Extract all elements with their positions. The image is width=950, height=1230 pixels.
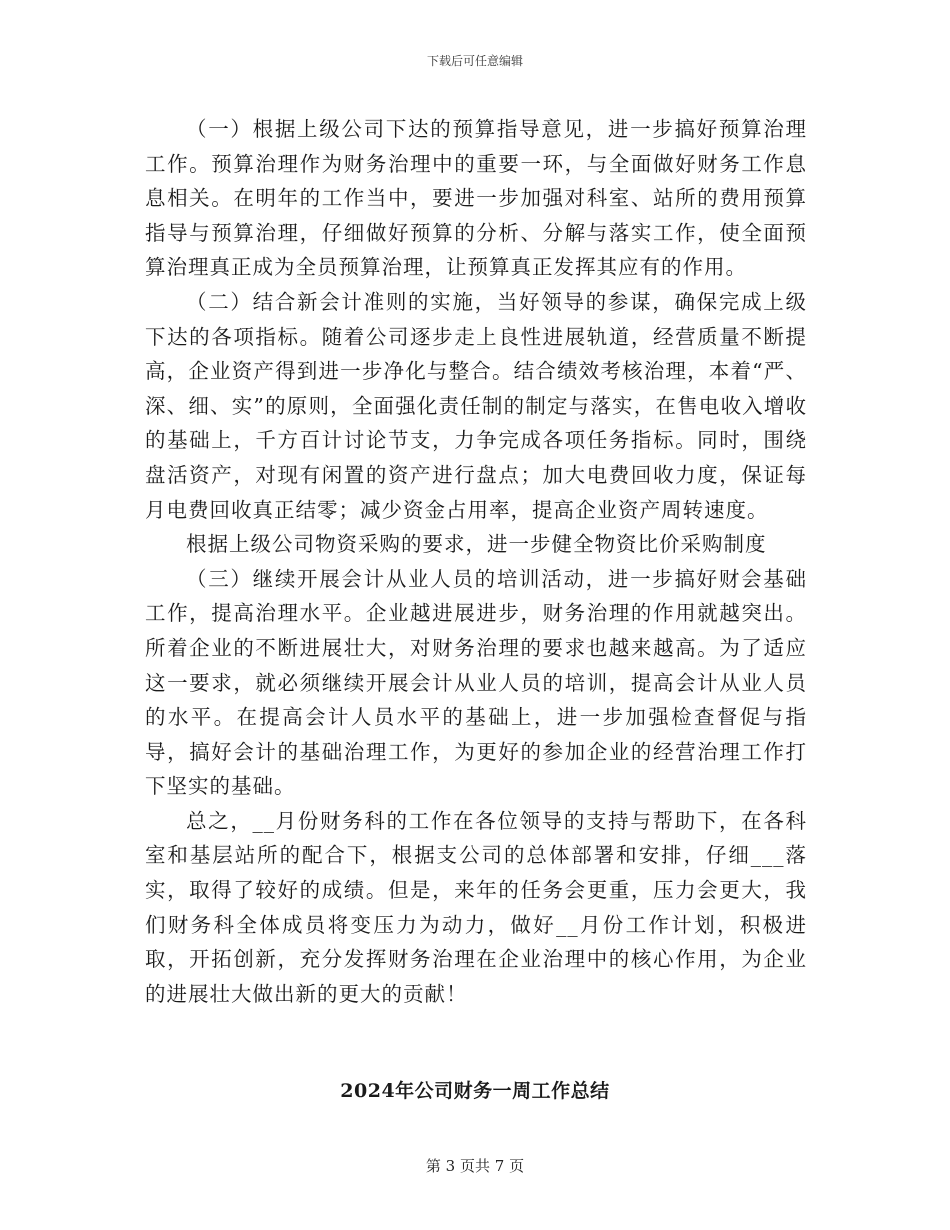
paragraph-summary: 总之，__月份财务科的工作在各位领导的支持与帮助下，在各科室和基层站所的配合下，根据支公司的总体部署和安排，仔细___落实，取得了较好的成绩。但是，来年的任务会更重，压力会更大，我们财务科全体成员将变压力为动力，做好__月份工作计划，积极进取，开拓创新，充分发挥财务治理在企业治理中的核心作用，为企业的进展壮大做出新的更大的贡献！	[145, 808, 807, 1006]
section-title: 2024年公司财务一周工作总结	[340, 1080, 610, 1102]
document-body	[145, 112, 807, 1011]
paragraph-procurement: 根据上级公司物资采购的要求，进一步健全物资比价采购制度	[186, 532, 767, 557]
paragraph-accounting-standards: （二）结合新会计准则的实施，当好领导的参谋，确保完成上级下达的各项指标。随着公司逐步走上良性进展轨道，经营质量不断提高，企业资产得到进一步净化与整合。结合绩效考核治理，本着“严、深、细、实”的原则，全面强化责任制的制定与落实，在售电收入增收的基础上，千方百计讨论节支，力争完成各项任务指标。同时，围绕盘活资产，对现有闲置的资产进行盘点；加大电费回收力度，保证每月电费回收真正结零；减少资金占用率，提高企业资产周转速度。	[145, 289, 807, 522]
page-header-note: 下载后可任意编辑	[426, 54, 523, 68]
paragraph-training: （三）继续开展会计从业人员的培训活动，进一步搞好财会基础工作，提高治理水平。企业越进展进步，财务治理的作用就越突出。所着企业的不断进展壮大，对财务治理的要求也越来越高。为了适应这一要求，就必须继续开展会计从业人员的培训，提高会计从业人员的水平。在提高会计人员水平的基础上，进一步加强检查督促与指导，搞好会计的基础治理工作，为更好的参加企业的经营治理工作打下坚实的基础。	[145, 566, 807, 799]
page-footer: 第 3 页共 7 页	[425, 1157, 525, 1175]
paragraph-budget: （一）根据上级公司下达的预算指导意见，进一步搞好预算治理工作。预算治理作为财务治理中的重要一环，与全面做好财务工作息息相关。在明年的工作当中，要进一步加强对科室、站所的费用预算指导与预算治理，仔细做好预算的分析、分解与落实工作，使全面预算治理真正成为全员预算治理，让预算真正发挥其应有的作用。	[145, 117, 807, 280]
